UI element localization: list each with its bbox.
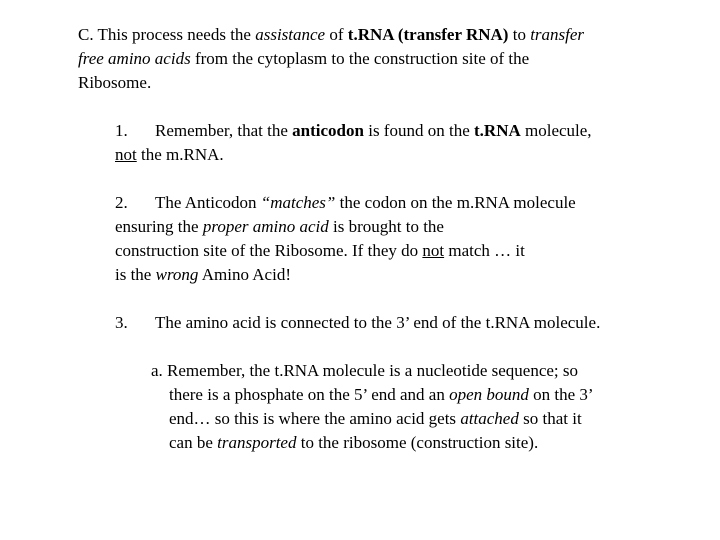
sub-item-a-line-3 (151, 407, 594, 431)
text-underline: not (115, 145, 137, 164)
text: the m.RNA. (136, 145, 224, 164)
text: ensuring the (115, 217, 203, 236)
sub-item-a-line-4 (151, 431, 594, 455)
paragraph-c-line-1 (78, 23, 584, 47)
list-item-2-line-1 (115, 191, 576, 215)
list-item-2-line-3 (115, 239, 576, 263)
text: match … it (444, 241, 525, 260)
text: on the 3’ (528, 385, 594, 404)
text-italic: “matches” (260, 193, 336, 212)
text: C. This process needs the (78, 25, 256, 44)
list-item-2-line-4 (115, 263, 576, 287)
item-number: 2. (115, 193, 128, 212)
text: end… so this is where the amino acid gets (169, 409, 461, 428)
text: so that it (518, 409, 582, 428)
text-italic: transfer (530, 25, 585, 44)
list-item-1 (115, 119, 592, 167)
text-italic: proper amino acid (202, 217, 329, 236)
text: to (508, 25, 531, 44)
text: of (325, 25, 348, 44)
text-underline: not (422, 241, 445, 260)
text-italic: wrong (155, 265, 199, 284)
list-item-3-line-1 (115, 311, 600, 335)
text: The amino acid is connected to the 3’ end of the t.RNA molecule. (155, 313, 601, 332)
text-bold: t.RNA (474, 121, 521, 140)
paragraph-c-line-2 (78, 47, 584, 71)
text: the codon on the m.RNA molecule (335, 193, 576, 212)
text: molecule, (520, 121, 592, 140)
text-italic: assistance (255, 25, 326, 44)
text: Amino Acid! (198, 265, 291, 284)
text: there is a phosphate on the 5’ end and an (169, 385, 450, 404)
paragraph-c (78, 23, 584, 95)
sub-item-a (151, 359, 594, 455)
text: to the ribosome (construction site). (296, 433, 539, 452)
text: Remember, that the (155, 121, 293, 140)
text-italic: free amino acids (78, 49, 191, 68)
text: construction site of the Ribosome. If they do (115, 241, 423, 260)
text: is brought to the (328, 217, 444, 236)
list-item-3 (115, 311, 600, 335)
sub-item-a-line-2 (151, 383, 594, 407)
sub-item-a-line-1: a. Remember, the t.RNA molecule is a nucleotide sequence; so (151, 361, 579, 380)
item-number: 3. (115, 313, 128, 332)
paragraph-c-line-3: Ribosome. (78, 73, 152, 92)
list-item-2 (115, 191, 576, 287)
text: from the cytoplasm to the construction site of the (190, 49, 530, 68)
list-item-2-line-2 (115, 215, 576, 239)
item-number: 1. (115, 121, 128, 140)
list-item-1-line-2 (115, 143, 592, 167)
text-italic: open bound (449, 385, 529, 404)
text-italic: attached (460, 409, 519, 428)
list-item-1-line-1 (115, 119, 592, 143)
text-bold: anticodon (292, 121, 364, 140)
text: is found on the (363, 121, 474, 140)
text: can be (169, 433, 218, 452)
text-italic: transported (217, 433, 297, 452)
text-bold: t.RNA (transfer RNA) (347, 25, 509, 44)
text: The Anticodon (155, 193, 261, 212)
text: is the (115, 265, 156, 284)
